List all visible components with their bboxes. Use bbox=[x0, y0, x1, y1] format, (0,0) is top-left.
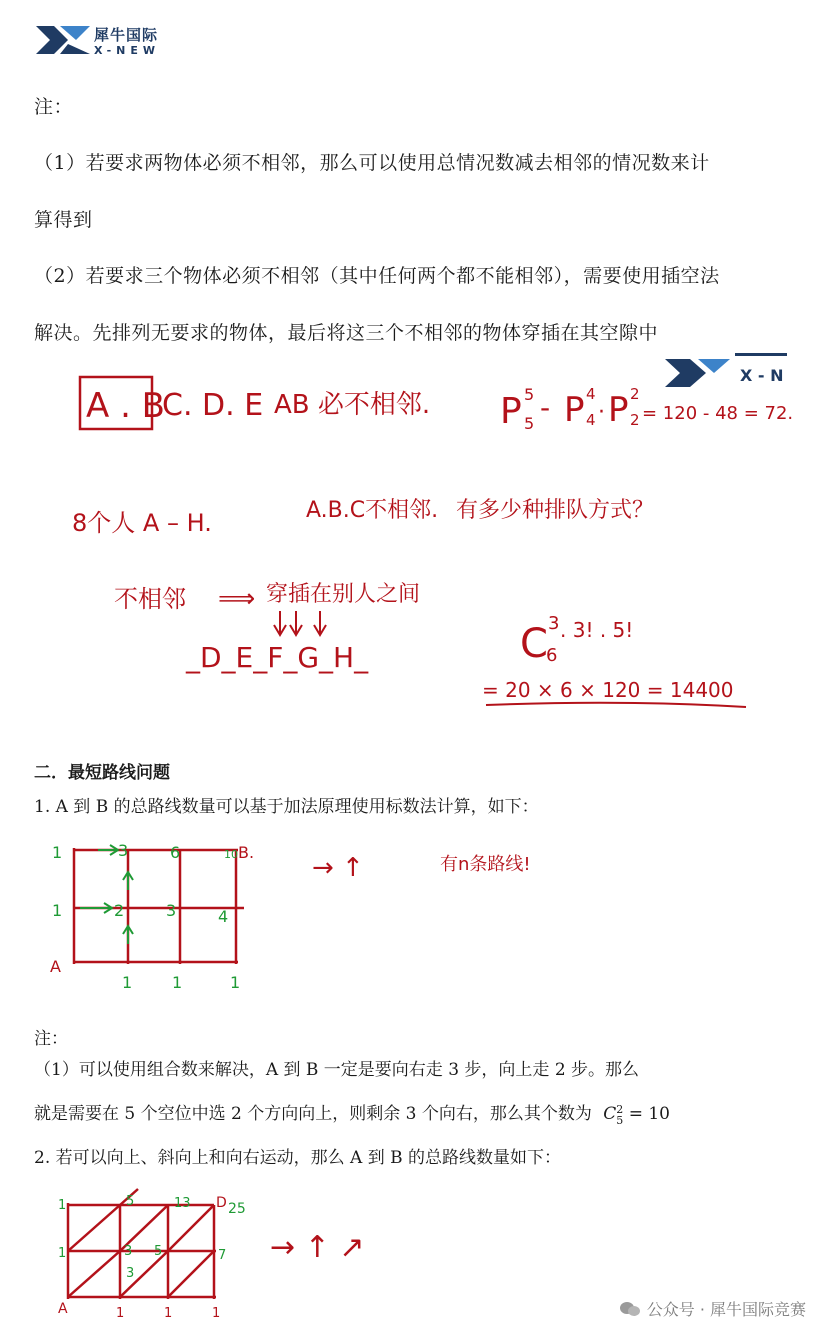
svg-text:P: P bbox=[564, 390, 585, 430]
grid-1-caption: 有n条路线! bbox=[440, 854, 531, 875]
grid-1-mid-1: 2 bbox=[114, 901, 125, 920]
section-heading: 二．最短路线问题 bbox=[34, 763, 170, 783]
grid-1-mid-3: 4 bbox=[218, 907, 229, 926]
note-item-1-line-1: （1）若要求两物体必须不相邻，那么可以使用总情况数减去相邻的情况数来计 bbox=[34, 152, 710, 174]
underline bbox=[486, 703, 746, 707]
grid-1-top-3: 10 bbox=[224, 848, 238, 861]
grid-2-mid-2: 5 bbox=[154, 1244, 163, 1259]
svg-text:2: 2 bbox=[630, 385, 640, 403]
grid-2-bottom-2: 1 bbox=[212, 1306, 221, 1321]
notes-2-label: 注： bbox=[34, 1029, 68, 1049]
svg-text:P: P bbox=[500, 391, 522, 432]
note-item-2-line-2: 解决。先排列无要求的物体，最后将这三个不相邻的物体穿插在其空隙中 bbox=[34, 322, 659, 344]
insert-between-label: 穿插在别人之间 bbox=[266, 582, 421, 607]
adjacent-note: AB 必不相邻. bbox=[274, 390, 431, 420]
section-item-2: 2. 若可以向上、斜向上和向右运动，那么 A 到 B 的总路线数量如下： bbox=[34, 1148, 562, 1168]
brand-logo bbox=[34, 22, 174, 62]
logo-mark-icon bbox=[34, 22, 92, 58]
grid-1-mid-0: 1 bbox=[52, 901, 63, 920]
grid-1-bottom-0: 1 bbox=[122, 973, 133, 992]
grid-1-bottom-2: 1 bbox=[230, 973, 241, 992]
svg-text:6: 6 bbox=[546, 645, 558, 666]
watermark-text: 公众号 · 犀牛国际竞赛 bbox=[646, 1300, 806, 1319]
handwritten-example bbox=[30, 345, 800, 730]
stamp-text: X - N bbox=[740, 366, 784, 385]
grid-2-b-label: D bbox=[216, 1195, 227, 1211]
svg-text:4: 4 bbox=[586, 411, 596, 429]
combination-result: = 20 × 6 × 120 = 14400 bbox=[482, 678, 734, 702]
box-letters: A . B bbox=[86, 386, 166, 426]
notes-2-line-1: （1）可以使用组合数来解决，A 到 B 一定是要向右走 3 步，向上走 2 步。那么 bbox=[34, 1060, 640, 1080]
svg-text:5: 5 bbox=[524, 385, 535, 404]
grid-1-top-2: 6 bbox=[170, 843, 181, 862]
grid-2-direction-arrows: → ↑ ↗ bbox=[270, 1230, 365, 1265]
grid-1-top-0: 1 bbox=[52, 843, 63, 862]
grid-diagram-2 bbox=[30, 1185, 490, 1325]
grid-1-top-1: 3 bbox=[118, 841, 129, 860]
combination-symbol: C bbox=[603, 1104, 617, 1124]
grid-2-lines bbox=[68, 1189, 216, 1299]
grid-1-lines bbox=[74, 848, 244, 964]
formula-row-1 bbox=[500, 385, 793, 433]
logo-text-cn: 犀牛国际 bbox=[94, 26, 159, 44]
svg-text:2: 2 bbox=[630, 411, 640, 429]
note-item-1-line-2: 算得到 bbox=[34, 209, 93, 231]
grid-2-mid-1: 3 bbox=[124, 1244, 133, 1259]
note-item-2-line-1: （2）若要求三个物体必须不相邻（其中任何两个都不能相邻），需要使用插空法 bbox=[34, 265, 720, 287]
grid-diagram-1 bbox=[30, 830, 590, 1000]
logo-text-en: X-NEW bbox=[94, 44, 161, 57]
grid-2-top-1: 5 bbox=[126, 1194, 135, 1209]
grid-2-top-0: 1 bbox=[58, 1198, 67, 1213]
svg-text:3: 3 bbox=[548, 613, 560, 634]
abc-not-adjacent: A.B.C不相邻. bbox=[306, 498, 439, 523]
watermark-stamp bbox=[665, 353, 787, 387]
section-item-1: 1. A 到 B 的总路线数量可以基于加法原理使用标数法计算，如下： bbox=[34, 797, 539, 817]
wechat-icon bbox=[619, 1300, 641, 1318]
svg-text:4: 4 bbox=[586, 385, 596, 403]
grid-2-mid-extra: 3 bbox=[126, 1266, 135, 1281]
grid-2-bottom-1: 1 bbox=[164, 1306, 173, 1321]
grid-1-b-label: B. bbox=[238, 843, 255, 862]
grid-2-b-value: 25 bbox=[228, 1201, 246, 1217]
slot-sequence: _D_E_F_G_H_ bbox=[186, 641, 369, 674]
not-adjacent-label: 不相邻 bbox=[114, 585, 186, 613]
notes-label: 注： bbox=[34, 96, 74, 118]
grid-1-mid-2: 3 bbox=[166, 901, 177, 920]
question-text: 有多少种排队方式？ bbox=[456, 498, 655, 523]
grid-2-mid-0: 1 bbox=[58, 1246, 67, 1261]
svg-text:. 3! . 5!: . 3! . 5! bbox=[560, 618, 634, 642]
grid-2-mid-3: 7 bbox=[218, 1248, 227, 1263]
insert-arrows bbox=[274, 611, 326, 635]
wechat-watermark bbox=[619, 1297, 806, 1320]
combination-value: = 10 bbox=[628, 1104, 670, 1124]
svg-text:= 120 - 48 = 72.: = 120 - 48 = 72. bbox=[642, 403, 794, 424]
implies-arrow: ⟹ bbox=[218, 584, 256, 614]
grid-2-top-2: 13 bbox=[174, 1196, 191, 1211]
grid-1-bottom-1: 1 bbox=[172, 973, 183, 992]
svg-text:P: P bbox=[608, 390, 629, 430]
svg-text:-: - bbox=[540, 391, 551, 424]
grid-1-direction-arrows: → ↑ bbox=[312, 853, 364, 883]
combination-formula bbox=[520, 613, 633, 667]
eight-people: 8个人 A – H. bbox=[72, 509, 212, 537]
svg-text:C: C bbox=[520, 621, 548, 667]
notes-2-line-2: 就是需要在 5 个空位中选 2 个方向向上，则剩余 3 个向右，那么其个数为 C 2 5 = 10 bbox=[34, 1102, 670, 1127]
other-letters: C. D. E bbox=[162, 388, 264, 423]
svg-text:5: 5 bbox=[524, 414, 535, 433]
grid-2-a-label: A bbox=[58, 1301, 68, 1317]
grid-1-a-label: A bbox=[50, 957, 61, 976]
svg-text:·: · bbox=[598, 400, 605, 425]
grid-2-bottom-0: 1 bbox=[116, 1306, 125, 1321]
